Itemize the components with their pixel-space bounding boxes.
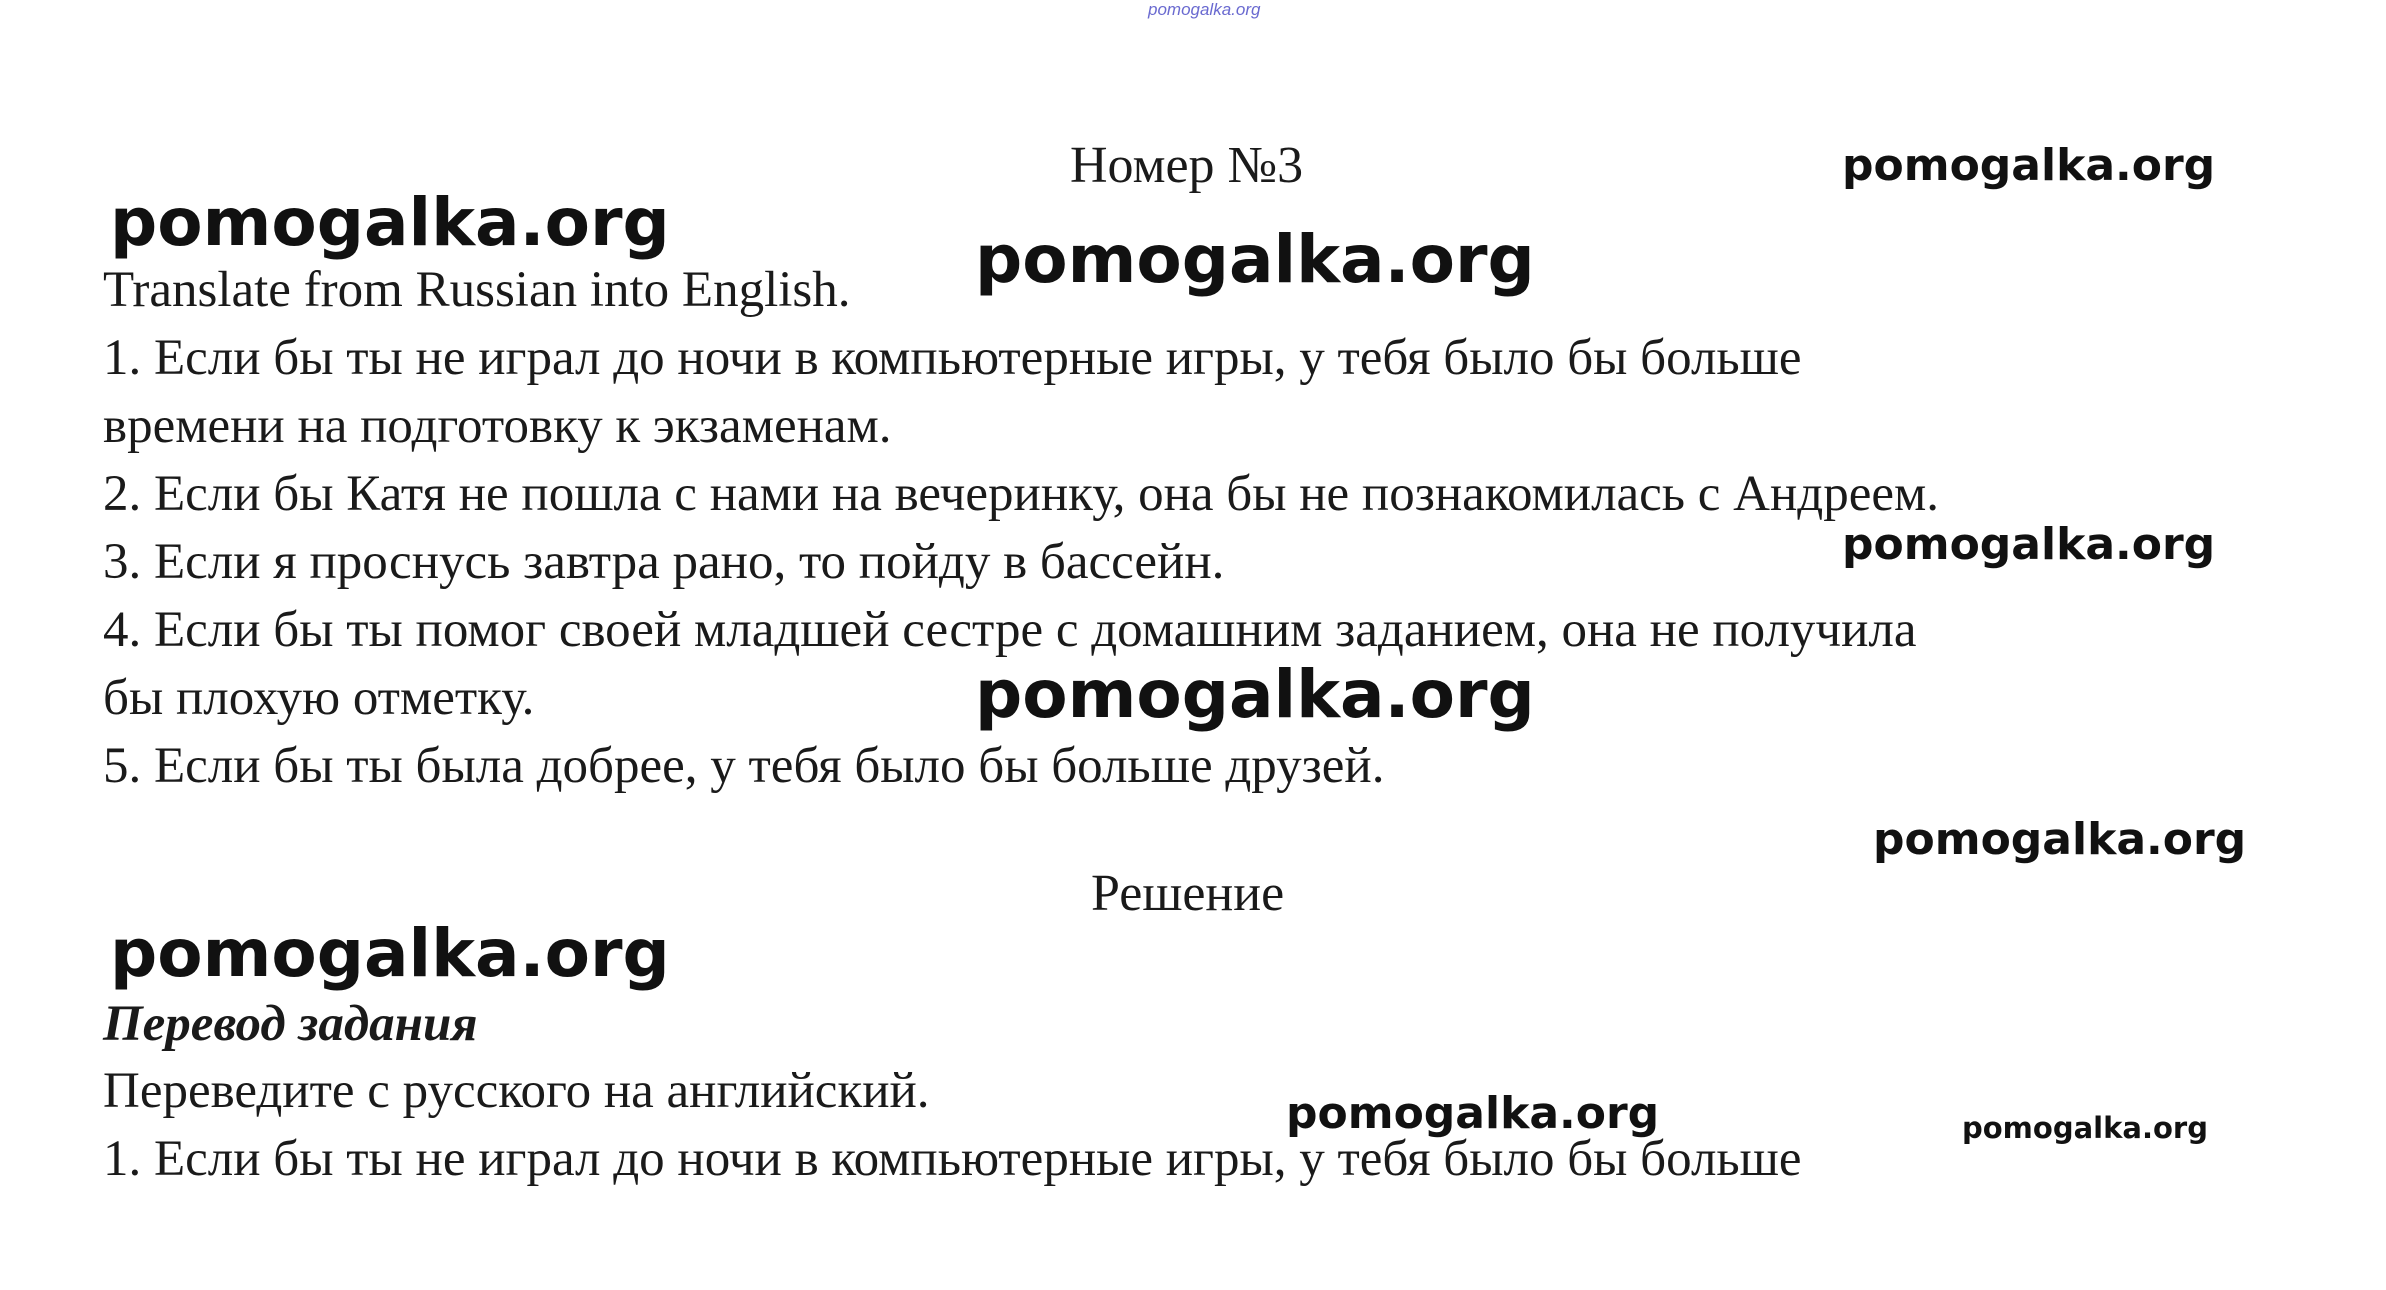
watermark: pomogalka.org xyxy=(975,221,1535,298)
task-line: 2. Если бы Катя не пошла с нами на вечеринку, она бы не познакомилась с Андреем. xyxy=(103,466,1940,522)
task-line: времени на подготовку к экзаменам. xyxy=(103,398,892,454)
watermark: pomogalka.org xyxy=(1873,814,2247,865)
task-line: 5. Если бы ты была добрее, у тебя было бы больше друзей. xyxy=(103,738,1385,794)
watermark: pomogalka.org xyxy=(1842,140,2216,191)
solution-subheading: Перевод задания xyxy=(103,996,478,1052)
solution-instruction: Переведите с русского на английский. xyxy=(103,1063,930,1119)
watermark: pomogalka.org xyxy=(1842,519,2216,570)
solution-line: 1. Если бы ты не играл до ночи в компьютерные игры, у тебя было бы больше xyxy=(103,1131,1802,1187)
task-line: 1. Если бы ты не играл до ночи в компьютерные игры, у тебя было бы больше xyxy=(103,330,1802,386)
watermark: pomogalka.org xyxy=(1962,1111,2208,1145)
task-line: бы плохую отметку. xyxy=(103,670,535,726)
task-line: 3. Если я проснусь завтра рано, то пойду в бассейн. xyxy=(103,534,1225,590)
header-watermark: pomogalka.org xyxy=(1148,0,1261,19)
page-title: Номер №3 xyxy=(1070,137,1304,194)
watermark: pomogalka.org xyxy=(1286,1088,1660,1139)
watermark: pomogalka.org xyxy=(110,915,670,992)
solution-heading: Решение xyxy=(1091,865,1285,922)
task-line: 4. Если бы ты помог своей младшей сестре с домашним заданием, она не получила xyxy=(103,602,1917,658)
watermark: pomogalka.org xyxy=(110,184,670,261)
watermark: pomogalka.org xyxy=(975,656,1535,733)
task-instruction: Translate from Russian into English. xyxy=(103,262,851,318)
